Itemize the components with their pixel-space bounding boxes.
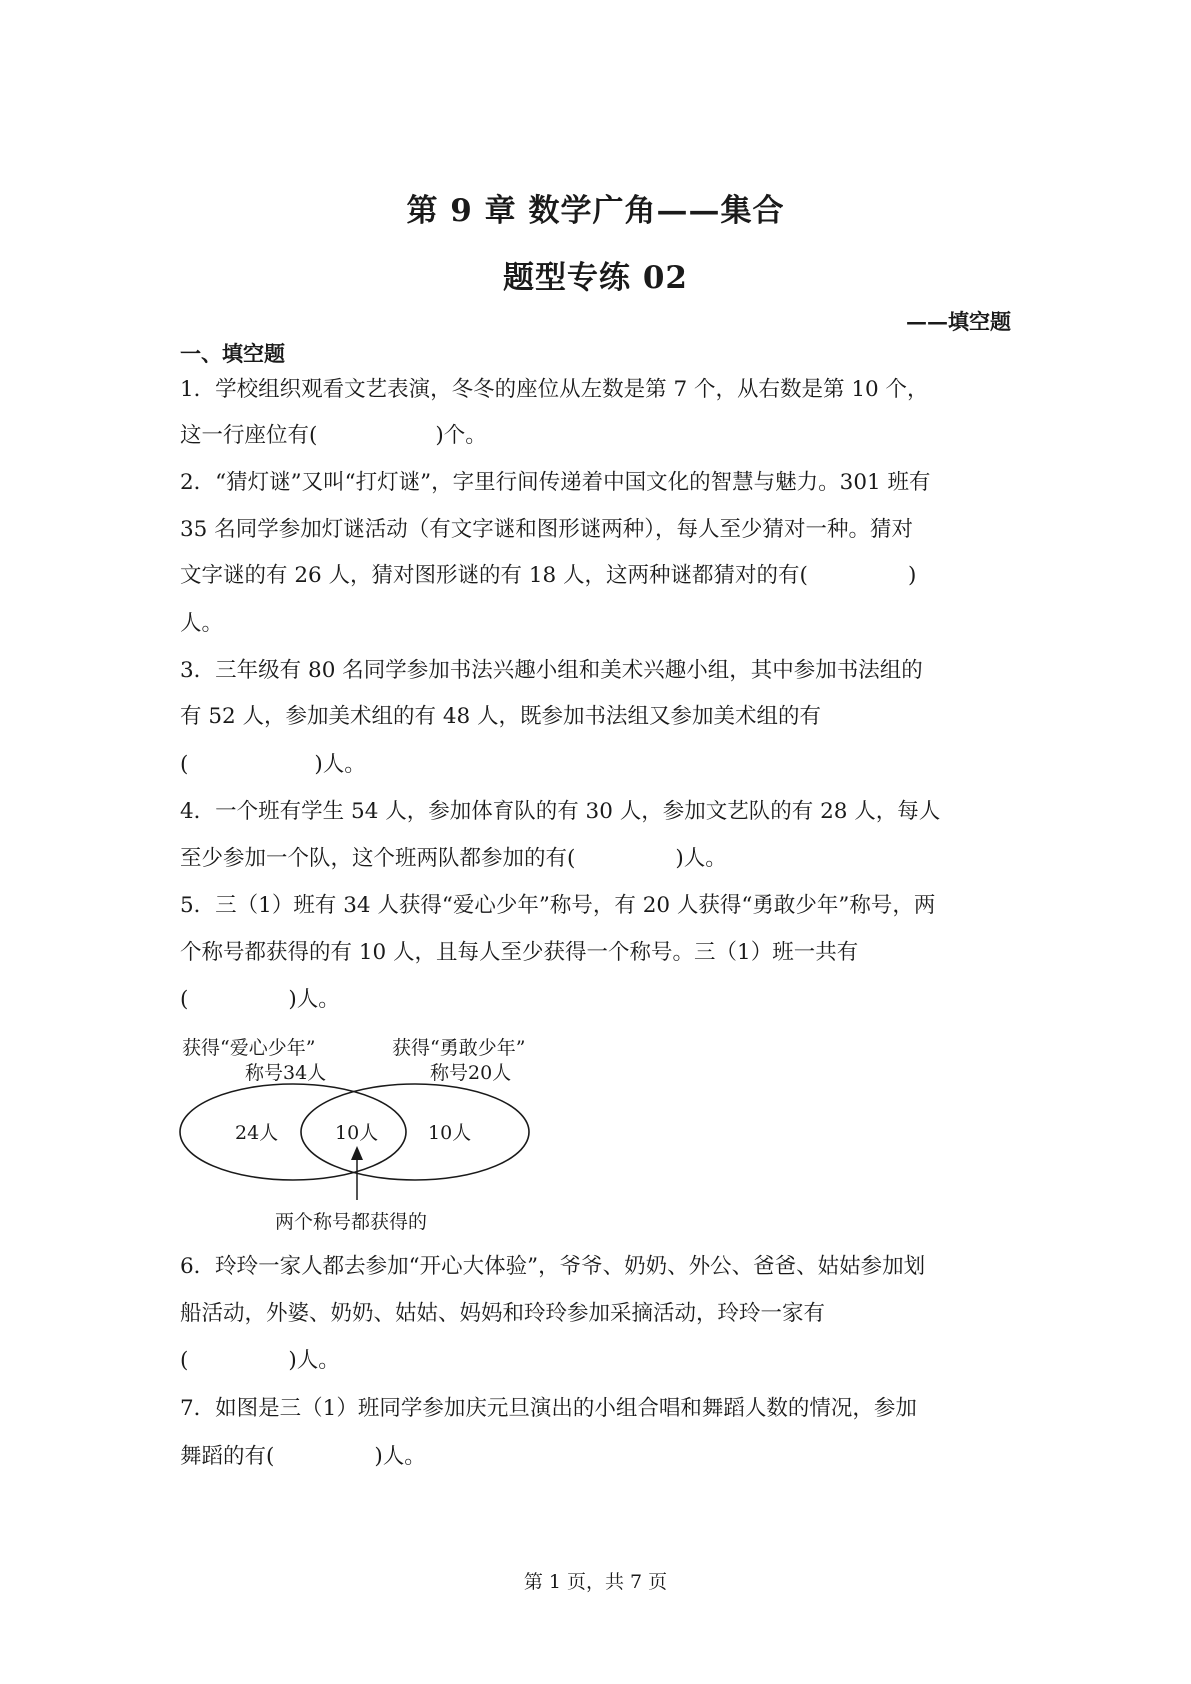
q1-line-1: 1．学校组织观看文艺表演，冬冬的座位从左数是第 7 个，从右数是第 10 个， [180,377,929,402]
q5-line-1: 5．三（1）班有 34 人获得“爱心少年”称号，有 20 人获得“勇敢少年”称号，两 [180,893,936,918]
venn-both-count: 10人 [335,1122,379,1144]
q6-line-2: 船活动，外婆、奶奶、姑姑、妈妈和玲玲参加采摘活动，玲玲一家有 [180,1301,826,1326]
q2-line-4: 人。 [180,611,224,636]
q3-line-3 [180,751,366,779]
q2-line-2: 35 名同学参加灯谜活动（有文字谜和图形谜两种），每人至少猜对一种。猜对 [180,517,913,542]
q1-line-2 [180,422,487,450]
q2-line-1: 2．“猜灯谜”又叫“打灯谜”，字里行间传递着中国文化的智慧与魅力。301 班有 [180,470,931,495]
q4-line-1: 4．一个班有学生 54 人，参加体育队的有 30 人，参加文艺队的有 28 人，每人 [180,799,941,824]
question-type-label: ——填空题 [906,309,1011,334]
venn-left-label-2: 称号34人 [245,1062,327,1084]
venn-diagram [170,1032,560,1242]
venn-arrow-label: 两个称号都获得的 [275,1211,428,1233]
venn-arrow-head [351,1146,363,1160]
q1-text-a: 这一行座位有( [180,423,318,448]
q3-line-2: 有 52 人，参加美术组的有 48 人，既参加书法组又参加美术组的有 [180,704,822,729]
q2-text-b: ) [907,563,917,588]
worksheet-title: 题型专练 02 [503,260,688,296]
q5-text-b: )人。 [288,987,340,1012]
venn-right-only-count: 10人 [428,1122,472,1144]
q4-line-2 [180,845,727,873]
q3-line-1: 3．三年级有 80 名同学参加书法兴趣小组和美术兴趣小组，其中参加书法组的 [180,658,923,683]
q4-text-b: )人。 [675,846,727,871]
q7-text-b: )人。 [374,1444,426,1469]
q3-text-a: ( [180,752,189,777]
q7-text-a: 舞蹈的有( [180,1444,275,1469]
venn-right-label-1: 获得“勇敢少年” [392,1037,526,1059]
venn-right-label-2: 称号20人 [430,1062,512,1084]
q5-line-2: 个称号都获得的有 10 人，且每人至少获得一个称号。三（1）班一共有 [180,940,859,965]
q6-line-3 [180,1347,340,1375]
q7-line-2 [180,1443,426,1471]
page-number: 第 1 页，共 7 页 [523,1571,668,1593]
q7-line-1: 7．如图是三（1）班同学参加庆元旦演出的小组合唱和舞蹈人数的情况，参加 [180,1396,917,1421]
q5-line-3 [180,986,340,1014]
chapter-title: 第 9 章 数学广角——集合 [406,193,785,229]
q2-text-a: 文字谜的有 26 人，猜对图形谜的有 18 人，这两种谜都猜对的有( [180,563,808,588]
q6-line-1: 6．玲玲一家人都去参加“开心大体验”，爷爷、奶奶、外公、爸爸、姑姑参加划 [180,1254,926,1279]
q5-text-a: ( [180,987,189,1012]
q6-text-a: ( [180,1348,189,1373]
section-heading: 一、填空题 [180,341,285,366]
venn-left-only-count: 24人 [235,1122,279,1144]
q4-text-a: 至少参加一个队，这个班两队都参加的有( [180,846,576,871]
q2-line-3 [180,562,916,590]
venn-left-label-1: 获得“爱心少年” [182,1037,316,1059]
q1-text-b: )个。 [435,423,487,448]
q3-text-b: )人。 [314,752,366,777]
q6-text-b: )人。 [288,1348,340,1373]
